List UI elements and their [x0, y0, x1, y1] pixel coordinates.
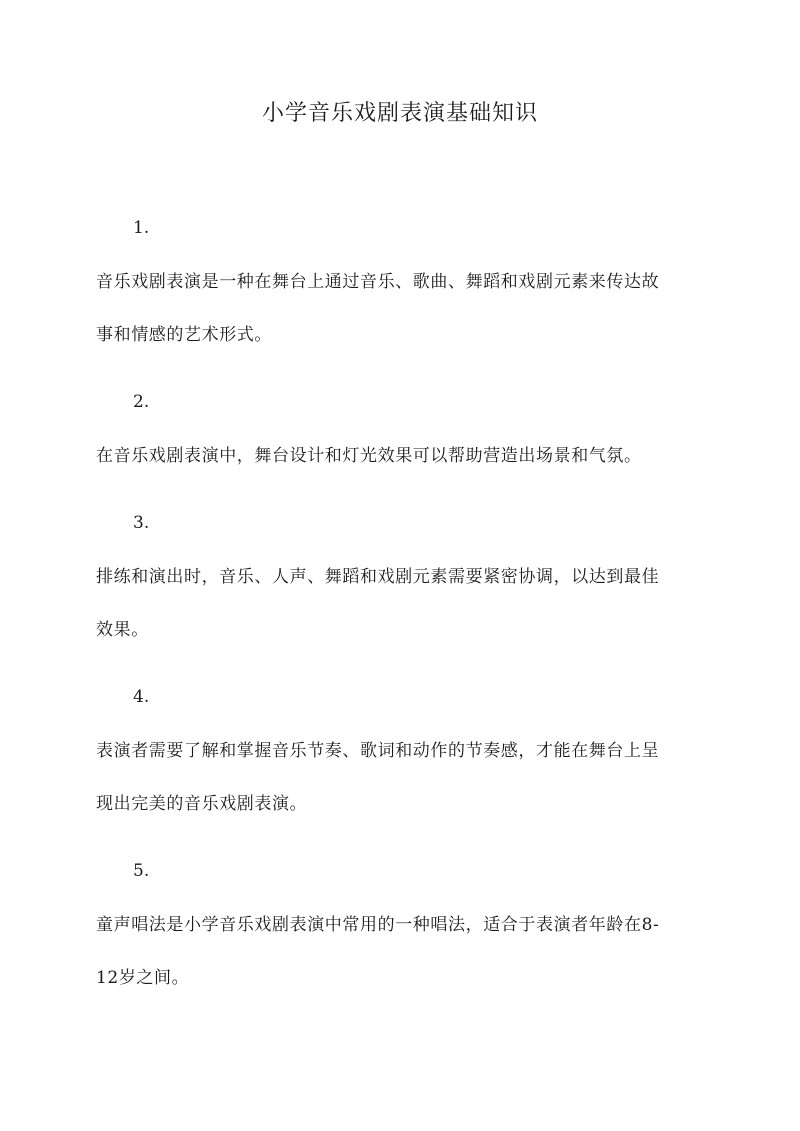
item-number: 3. [133, 513, 150, 533]
item-text-line: 在音乐戏剧表演中，舞台设计和灯光效果可以帮助营造出场景和气氛。 [96, 446, 642, 466]
item-text-line: 12岁之间。 [96, 968, 190, 988]
item-number: 4. [133, 687, 150, 707]
item-number: 5. [133, 861, 150, 881]
item-text-line: 表演者需要了解和掌握音乐节奏、歌词和动作的节奏感，才能在舞台上呈 [96, 741, 660, 761]
item-text-line: 效果。 [96, 620, 149, 640]
document-body [96, 213, 706, 993]
item-text-line: 音乐戏剧表演是一种在舞台上通过音乐、歌曲、舞蹈和戏剧元素来传达故 [96, 272, 660, 292]
item-number: 2. [133, 392, 150, 412]
item-text-line: 事和情感的艺术形式。 [96, 325, 272, 345]
document-title: 小学音乐戏剧表演基础知识 [261, 101, 538, 126]
item-text-line: 现出完美的音乐戏剧表演。 [96, 794, 308, 814]
item-text-line: 童声唱法是小学音乐戏剧表演中常用的一种唱法，适合于表演者年龄在8- [96, 915, 660, 935]
item-text-line: 排练和演出时，音乐、人声、舞蹈和戏剧元素需要紧密协调，以达到最佳 [96, 567, 660, 587]
item-number: 1. [133, 218, 150, 238]
